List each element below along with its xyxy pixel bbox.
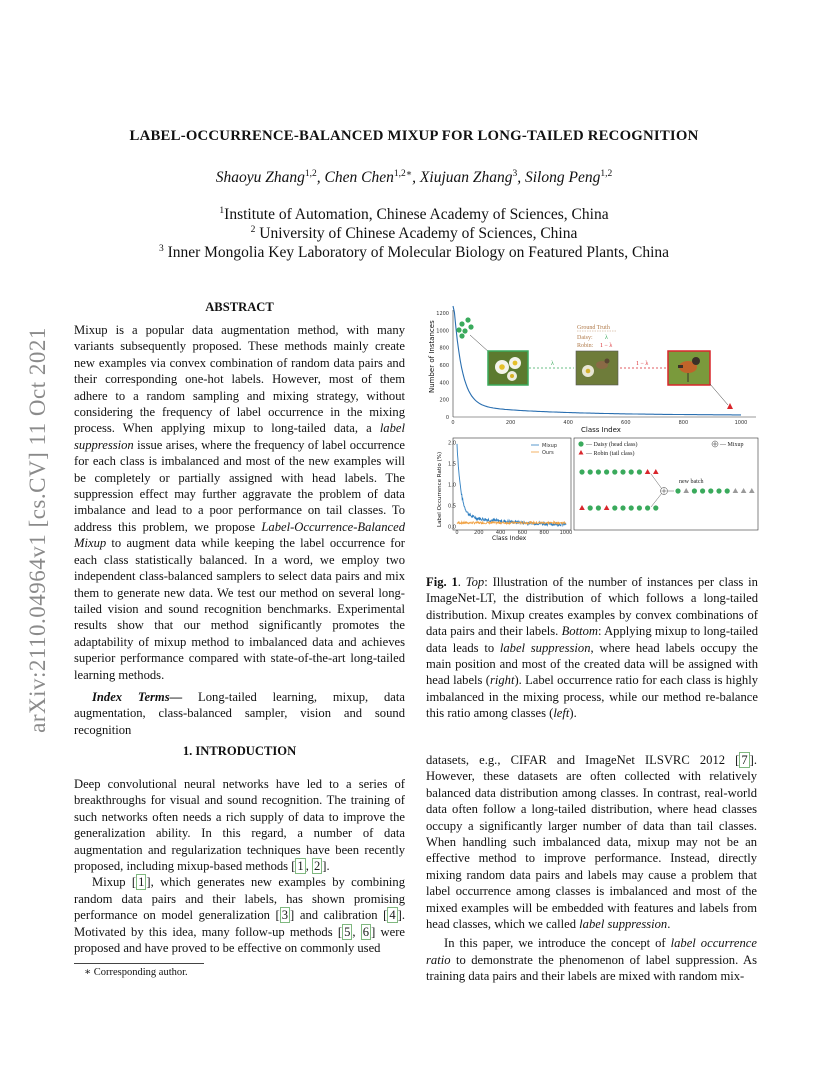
- bl-y-tick: 0.5: [448, 503, 456, 510]
- abstract-paragraph: Mixup is a popular data augmentation method, with many variants subsequently proposed. These methods mainly create new examples via convex combination of random data pairs and their corresponding one-hot labels. However, most of them adhere to a random sampling and mixing strategy, without considering the frequency of label occurrence in the mixing process. When applying mixup to long-tailed data, a label suppression issue arises, where the frequency of label occurrence for each class is imbalanced and most of the new examples will be completely or partially assigned with head labels. The suppression effect may further aggravate the problem of data imbalance and lead to a poor performance on tail classes. To address this problem, we propose Label-Occurrence-Balanced Mixup to augment data while keeping the label occurrence for each class statistically balanced. In a word, we employ two independent class-balanced samplers to select data pairs and mix them to generate new data. We test our method on several long-tailed vision and sound recognition benchmarks. Experimental results show that our method significantly promotes the adaptability of mixup method to imbalanced data and achieves superior performance compared with state-of-the-art long-tailed learning methods.: [74, 323, 405, 682]
- top-y-tick: 800: [439, 345, 449, 352]
- bl-x-tick: 400: [495, 530, 506, 536]
- top-y-ticks: [436, 311, 449, 421]
- lambda-label: λ: [551, 361, 554, 367]
- batch-circle: [620, 469, 625, 474]
- affiliation-1: $^1$Institute of Automation, Chinese Academy of Sciences, China: [219, 206, 609, 224]
- bl-x-tick: 0: [455, 530, 459, 536]
- top-y-tick: 0: [445, 415, 449, 421]
- pointer-line-tail: [710, 384, 728, 405]
- gt-title: Ground Truth: [577, 325, 610, 331]
- legend-mixup: Mixup: [542, 443, 558, 449]
- batch-circle: [579, 469, 584, 474]
- batch-circle: [692, 488, 697, 493]
- gt-daisy: Daisy:: [577, 335, 593, 341]
- one-minus-lambda-label: 1 − λ: [636, 361, 649, 367]
- bl-y-tick: 1.5: [448, 461, 456, 468]
- top-y-tick: 600: [439, 362, 449, 369]
- citation-link[interactable]: 4: [389, 908, 396, 923]
- batch-circle: [588, 505, 593, 510]
- batch-circle: [675, 488, 680, 493]
- author: Xiujuan Zhang$^3$,: [419, 169, 525, 187]
- batch-circle: [596, 469, 601, 474]
- citation-link[interactable]: 5: [344, 924, 351, 939]
- batch-circle: [708, 488, 713, 493]
- daisy-legend: — Daisy (head class): [586, 442, 638, 448]
- pointer-line: [470, 335, 490, 353]
- right-paragraph-1: datasets, e.g., CIFAR and ImageNet ILSVRC 2012 [ 7 ]. However, these datasets are often collected with relatively balanced data distribution among classes. In contrast, real-world data often follow a long-tailed distribution, where head classes occupy a significantly larger number of data than tail classes. When handling such imbalanced data, mixup may not be an effective method to improve performance. Instead, directly mixing random data pairs and labels may cause a problem that label occurrence among classes is imbalanced and most of the mixed examples will be embedded with features and labels from head classes, which we called label suppression.: [426, 753, 757, 932]
- top-x-tick: 1000: [734, 420, 748, 426]
- citation-link[interactable]: 7: [741, 753, 748, 767]
- batch-circle: [725, 488, 730, 493]
- new-batch-label: new batch: [679, 479, 704, 485]
- gt-robin: Robin:: [577, 343, 594, 349]
- daisy-image: [488, 351, 528, 385]
- batch-circle: [645, 505, 650, 510]
- intro-paragraph-1: Deep convolutional neural networks have led to a series of breakthroughs for visual and sound recognition. The training of such networks often needs a rich supply of data to improve the generalization ability. In this regard, a number of data augmentation and regularization techniques have been recently proposed, including mixup-based methods [ 1 , 2 ].: [74, 777, 405, 874]
- robin-image: [668, 351, 710, 385]
- batch-circle: [716, 488, 721, 493]
- arxiv-id: arXiv:2110.04964v1 [cs.CV] 11 Oct 2021: [25, 327, 50, 733]
- footnote: ∗ Corresponding author.: [84, 967, 188, 978]
- batch-circle: [629, 505, 634, 510]
- abstract-heading: ABSTRACT: [205, 300, 274, 314]
- legend-ours: Ours: [542, 450, 554, 456]
- top-x-label: Class Index: [581, 426, 621, 434]
- mixed-image: [576, 351, 618, 385]
- bl-x-label: Class Index: [492, 535, 527, 542]
- citation-link[interactable]: 1: [297, 859, 304, 874]
- batch-circle: [604, 469, 609, 474]
- top-x-tick: 200: [505, 420, 516, 426]
- batch-circle: [637, 505, 642, 510]
- batch-circle: [700, 488, 705, 493]
- bl-x-tick: 600: [517, 530, 528, 536]
- right-column-body: [426, 752, 757, 985]
- batch-circle: [653, 505, 658, 510]
- bl-x-tick: 1000: [559, 530, 573, 536]
- top-y-tick: 1000: [436, 328, 449, 335]
- arxiv-sidebar: [18, 290, 58, 770]
- author: Shaoyu Zhang$^{1,2}$,: [215, 169, 325, 187]
- bl-y-tick: 1.0: [448, 482, 456, 489]
- affiliation-2: $^2$ University of Chinese Academy of Sciences, China: [250, 225, 578, 243]
- gt-daisy-val: λ: [605, 335, 608, 341]
- bl-x-tick: 800: [539, 530, 549, 536]
- batch-circle: [620, 505, 625, 510]
- figure-1: [426, 305, 762, 545]
- affiliation-3: $^3$ Inner Mongolia Key Laboratory of Molecular Biology on Featured Plants, China: [158, 244, 670, 262]
- index-terms: Index Terms— Long-tailed learning, mixup, data augmentation, class-balanced sampler, vision and sound recognition: [74, 689, 405, 737]
- mixup-legend: — Mixup: [720, 442, 744, 448]
- top-y-tick: 200: [439, 397, 449, 404]
- top-x-tick: 400: [563, 420, 573, 426]
- citation-link[interactable]: 2: [314, 859, 321, 874]
- top-x-tick: 600: [621, 420, 631, 426]
- robin-legend: — Robin (tail class): [586, 451, 635, 457]
- gt-robin-val: 1 − λ: [600, 343, 613, 349]
- batch-circle: [588, 469, 593, 474]
- top-y-label: Number of Instances: [428, 320, 436, 393]
- citation-link[interactable]: 1: [138, 875, 145, 890]
- top-y-tick: 1200: [436, 310, 449, 317]
- bl-x-tick: 200: [474, 530, 484, 536]
- bl-y-tick: 2.0: [448, 440, 456, 447]
- top-x-tick: 800: [678, 420, 689, 426]
- intro-heading: 1. INTRODUCTION: [182, 744, 297, 758]
- citation-link[interactable]: 6: [362, 924, 370, 939]
- batch-circle: [612, 505, 617, 510]
- bottom-left-panel: [437, 438, 572, 542]
- batch-circle: [612, 469, 617, 474]
- abstract-body: [74, 322, 405, 738]
- bl-y-label: Label Occurrence Ratio (%): [437, 451, 443, 527]
- figure-1-svg: [426, 305, 762, 545]
- top-panel: [428, 306, 756, 434]
- daisy-legend-dot: [578, 441, 583, 446]
- author: Chen Chen$^{1,2∗}$,: [324, 169, 420, 187]
- author: Silong Peng$^{1,2}$: [525, 169, 613, 187]
- tail-class-marker: [727, 403, 733, 409]
- bottom-right-panel: [574, 438, 758, 530]
- figure-caption: Fig. 1. Top: Illustration of the number of instances per class in ImageNet-LT, the distribution of which follows a long-tailed distribution. Mixup creates examples by convex combinations of data pairs and their labels. Bottom: Applying mixup to long-tailed data leads to label suppression, where head labels occupy the main position and most of the created data will be assigned with head labels (right). Label occurrence ratio for each class is highly imbalanced in the mixing process, while our method re-balance this ratio among classes (left).: [426, 575, 759, 721]
- intro-body: [74, 776, 405, 956]
- batch-circle: [629, 469, 634, 474]
- head-class-dots: [456, 317, 473, 338]
- batch-circle: [637, 469, 642, 474]
- citation-link[interactable]: 3: [281, 908, 289, 923]
- top-y-tick: 400: [439, 380, 449, 387]
- right-paragraph-2: In this paper, we introduce the concept of label occurrence ratio to demonstrate the phenomenon of label suppression. As training data pairs and their labels are mixed with random mix-: [426, 936, 757, 984]
- author-list: [0, 168, 828, 187]
- intro-paragraph-2: Mixup [ 1 ], which generates new examples by combining random data pairs and their labels, has shown promising performance on model generalization [ 3 ] and calibration [ 4 ]. Motivated by this idea, many follow-up methods [ 5 , 6 ] were proposed and have proved to be effective on commonly used: [74, 875, 406, 956]
- footnote-rule: [74, 963, 204, 964]
- top-x-tick: 0: [451, 420, 455, 426]
- batch-circle: [596, 505, 601, 510]
- bl-y-tick: 0.0: [448, 524, 456, 531]
- ground-truth-legend: [577, 325, 616, 349]
- paper-title: LABEL-OCCURRENCE-BALANCED MIXUP FOR LONG-TAILED RECOGNITION: [129, 128, 699, 144]
